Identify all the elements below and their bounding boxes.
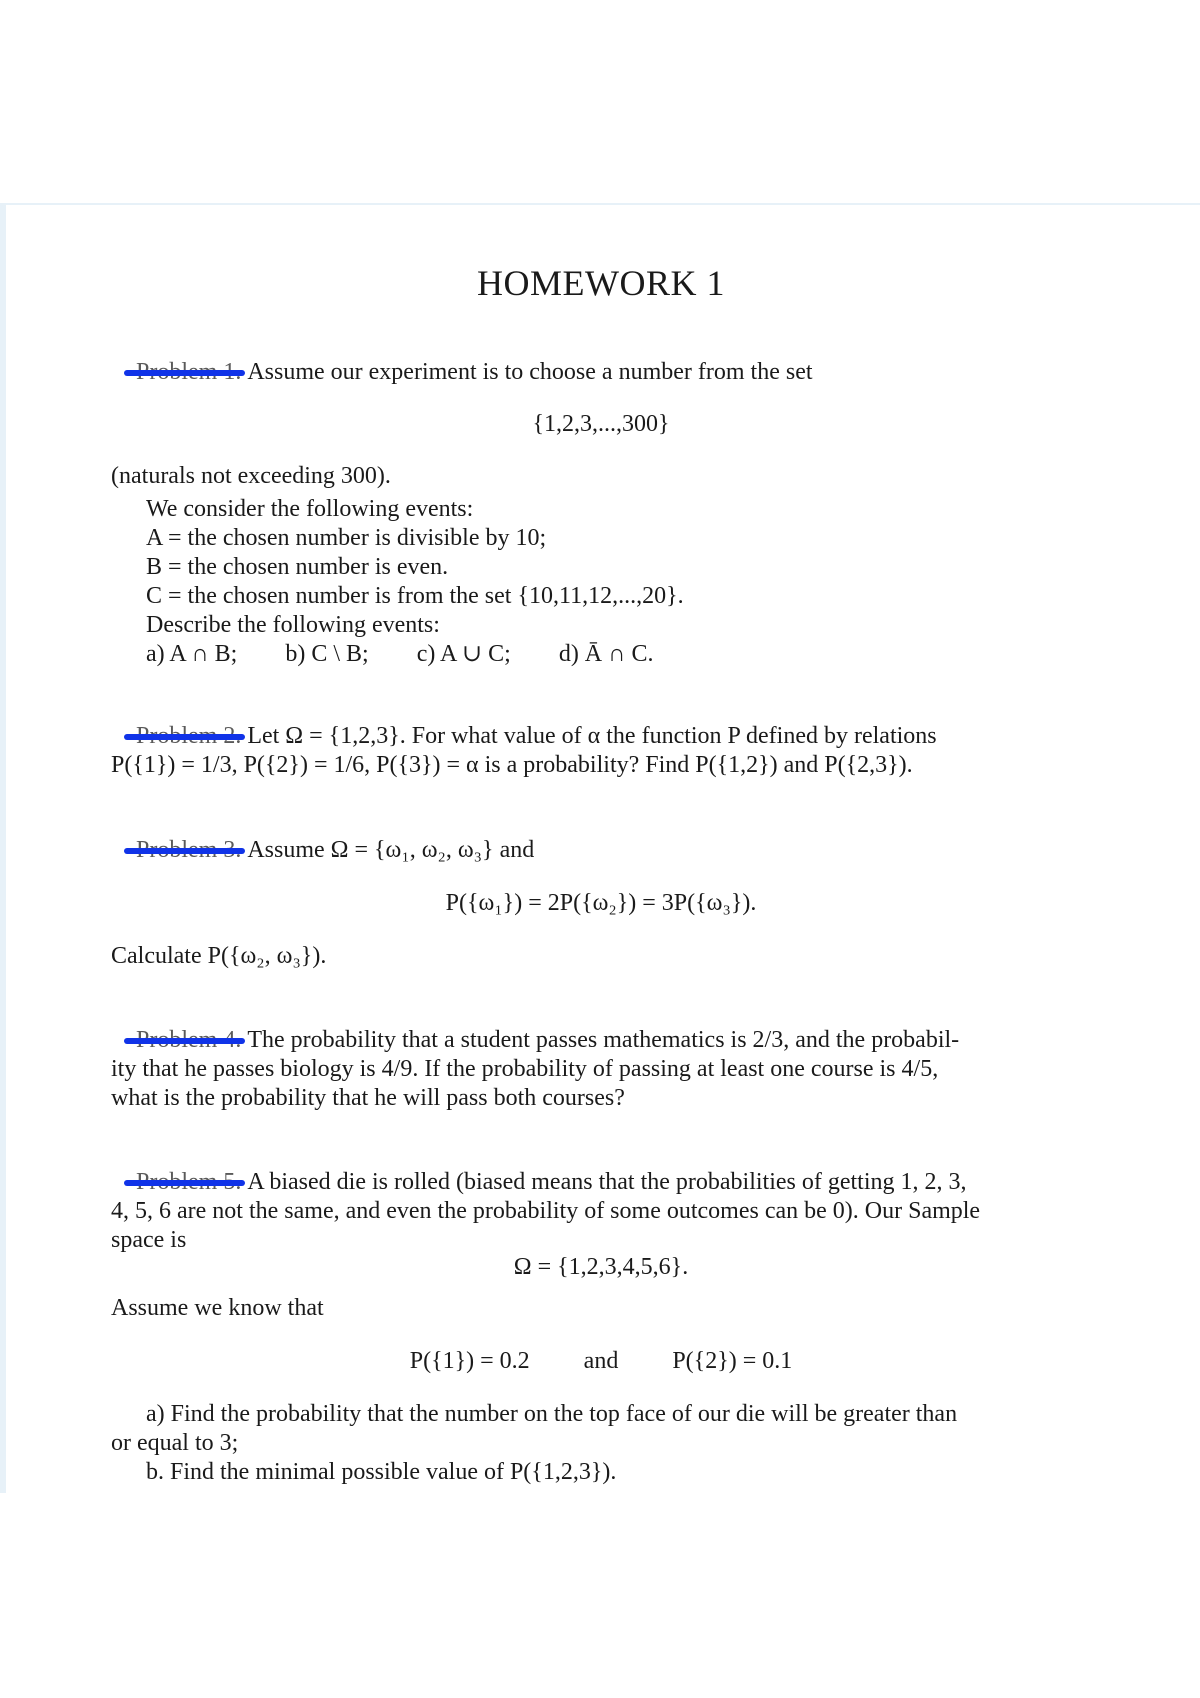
p5-text-1: A biased die is rolled (biased means that the probabilities of getting 1, 2, 3, — [247, 1169, 967, 1195]
p3-ask: Calculate P({ω₂, ω₃}). — [111, 943, 327, 969]
p4-line-2: ity that he passes biology is 4/9. If the probability of passing at least one course is 4/5, — [111, 1056, 939, 1082]
pen-strike-mark — [124, 370, 245, 376]
p3-equation: P({ω₁}) = 2P({ω₂}) = 3P({ω₃}). — [445, 890, 757, 916]
p1-event-b: B = the chosen number is even. — [146, 554, 449, 580]
pen-strike-mark — [124, 848, 245, 854]
p1-intro: Assume our experiment is to choose a number from the set — [247, 359, 813, 385]
p4-line-3: what is the probability that he will pass both courses? — [111, 1085, 625, 1111]
p1-part-c: c) A ∪ C; — [416, 641, 511, 667]
p1-intro-line — [111, 358, 1091, 387]
p2-heading — [136, 722, 241, 751]
pen-strike-mark — [124, 1180, 245, 1186]
p4-text-1: The probability that a student passes mathematics is 2/3, and the probabil- — [247, 1027, 960, 1053]
problem-1 — [111, 358, 1091, 669]
p5-line-3: space is — [111, 1227, 187, 1253]
p1-note: (naturals not exceeding 300). — [111, 463, 391, 489]
p5-line-1 — [111, 1168, 1091, 1197]
p4-line-1 — [111, 1026, 1091, 1055]
problem-3 — [111, 836, 1091, 971]
p1-part-b: b) C \ B; — [285, 641, 369, 667]
p5-assume: Assume we know that — [111, 1295, 324, 1321]
problem-4 — [111, 1026, 1091, 1113]
p1-heading — [136, 358, 241, 387]
p1-parts — [111, 640, 1091, 669]
p5-question-a-2: or equal to 3; — [111, 1430, 239, 1456]
problem-2 — [111, 722, 1091, 780]
p1-event-c: C = the chosen number is from the set {10,11,12,...,20}. — [146, 583, 684, 609]
p1-describe: Describe the following events: — [146, 612, 440, 638]
p2-line-1 — [111, 722, 1091, 751]
p4-heading — [136, 1026, 241, 1055]
p5-given-2: P({2}) = 0.1 — [672, 1348, 793, 1374]
p3-heading — [136, 836, 241, 865]
p5-sample-space: Ω = {1,2,3,4,5,6}. — [513, 1254, 689, 1280]
p5-question-b: b. Find the minimal possible value of P({1,2,3}). — [146, 1459, 617, 1485]
p3-intro: Assume Ω = {ω₁, ω₂, ω₃} and — [247, 837, 535, 863]
p1-consider: We consider the following events: — [146, 496, 474, 522]
p1-event-a: A = the chosen number is divisible by 10; — [146, 525, 547, 551]
p1-set: {1,2,3,...,300} — [532, 411, 670, 437]
p5-question-a-1: a) Find the probability that the number on the top face of our die will be greater than — [146, 1401, 958, 1427]
p5-given-1: P({1}) = 0.2 — [409, 1348, 530, 1374]
p2-line-2: P({1}) = 1/3, P({2}) = 1/6, P({3}) = α is a probability? Find P({1,2}) and P({2,3}). — [111, 752, 913, 778]
p5-given — [111, 1347, 1091, 1376]
p5-heading — [136, 1168, 241, 1197]
p1-part-a: a) A ∩ B; — [146, 641, 238, 667]
p1-part-d: d) Ā ∩ C. — [558, 641, 654, 667]
document-title: HOMEWORK 1 — [477, 263, 725, 303]
pen-strike-mark — [124, 734, 245, 740]
pen-strike-mark — [124, 1038, 245, 1044]
p5-line-2: 4, 5, 6 are not the same, and even the probability of some outcomes can be 0). Our Sample — [111, 1198, 981, 1224]
p2-text-1: Let Ω = {1,2,3}. For what value of α the function P defined by relations — [247, 723, 937, 749]
problem-5 — [111, 1168, 1091, 1487]
p3-intro-line — [111, 836, 1091, 865]
p5-given-and: and — [583, 1348, 619, 1374]
